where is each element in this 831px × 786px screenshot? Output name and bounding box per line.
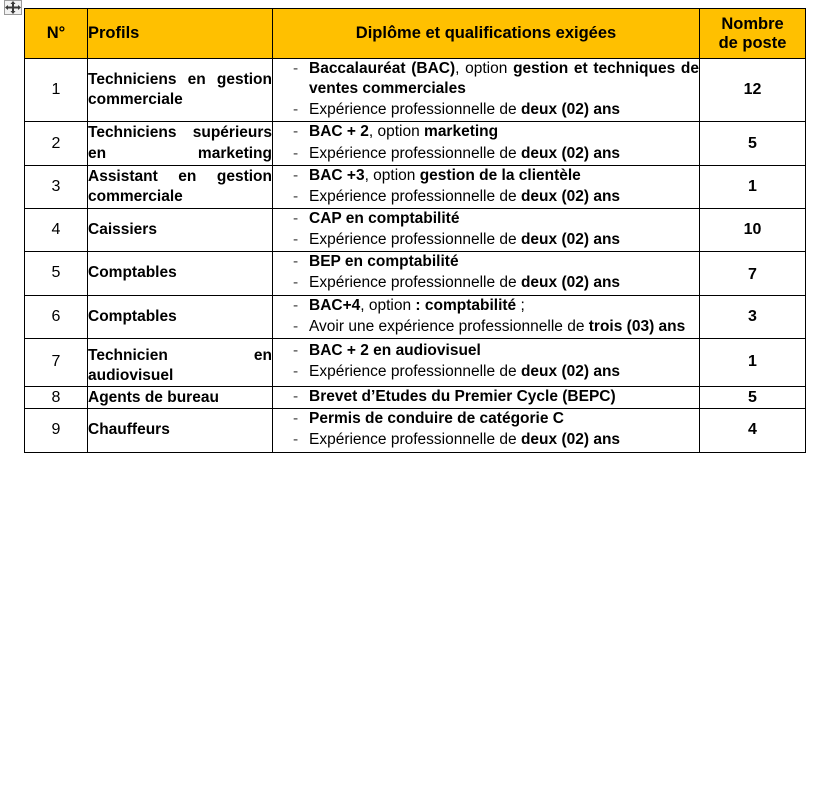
cell-number: 2: [25, 122, 88, 165]
qualification-item: [273, 317, 699, 337]
qualification-text: [309, 122, 699, 142]
bullet-dash-icon: -: [293, 60, 299, 77]
bullet-dash-icon: -: [293, 166, 299, 184]
emphasis-text: deux (02) ans: [520, 231, 621, 249]
bullet-dash-icon: -: [293, 144, 299, 162]
cell-qualifications: [273, 208, 700, 251]
qualification-list: [273, 341, 699, 382]
column-header-profile: Profils: [88, 9, 273, 59]
cell-post-count: 12: [700, 59, 806, 122]
cell-qualifications: [273, 387, 700, 409]
cell-post-count: 4: [700, 409, 806, 452]
qualification-item: [273, 273, 699, 293]
bullet-dash-icon: -: [293, 388, 299, 406]
bullet-dash-icon: -: [293, 187, 299, 205]
cell-qualifications: [273, 338, 700, 386]
cell-post-count: 1: [700, 165, 806, 208]
qualification-item: [273, 362, 699, 382]
qualification-text: [309, 59, 699, 99]
emphasis-text: CAP en comptabilité: [309, 209, 460, 227]
regular-text: Expérience professionnelle de: [309, 144, 521, 162]
cell-profile: [88, 165, 273, 208]
cell-qualifications: [273, 59, 700, 122]
bullet-dash-icon: -: [293, 123, 299, 141]
cell-profile: [88, 409, 273, 452]
qualification-text: [309, 209, 699, 229]
qualification-text: [309, 387, 699, 407]
qualification-text: [309, 430, 699, 450]
qualification-text: [309, 144, 699, 164]
table-move-handle-icon[interactable]: [4, 0, 22, 15]
table-row: [25, 295, 806, 338]
cell-number: 5: [25, 252, 88, 295]
qualification-item: [273, 144, 699, 164]
table-body: [25, 59, 806, 453]
cell-number: 6: [25, 295, 88, 338]
emphasis-text: deux (02) ans: [520, 144, 621, 162]
table-row: [25, 165, 806, 208]
regular-text: , option: [360, 296, 416, 314]
regular-text: Expérience professionnelle de: [309, 363, 521, 381]
qualification-item: [273, 100, 699, 120]
qualification-text: [309, 409, 699, 429]
cell-profile: [88, 208, 273, 251]
emphasis-text: Baccalauréat (BAC): [309, 60, 456, 77]
bullet-dash-icon: -: [293, 253, 299, 271]
qualification-item: [273, 209, 699, 229]
table-row: [25, 122, 806, 165]
qualification-text: [309, 166, 699, 186]
table-row: [25, 252, 806, 295]
cell-post-count: 1: [700, 338, 806, 386]
profile-text: Comptables: [88, 264, 177, 282]
bullet-dash-icon: -: [293, 317, 299, 335]
regular-text: Expérience professionnelle de: [309, 431, 521, 449]
regular-text: Avoir une expérience professionnelle de: [309, 317, 589, 335]
bullet-dash-icon: -: [293, 363, 299, 381]
cell-profile: [88, 252, 273, 295]
qualification-list: [273, 296, 699, 337]
table-row: [25, 59, 806, 122]
cell-number: 4: [25, 208, 88, 251]
emphasis-text: gestion de la clientèle: [419, 166, 581, 184]
qualification-list: [273, 122, 699, 163]
cell-qualifications: [273, 252, 700, 295]
regular-text: Expérience professionnelle de: [309, 101, 521, 119]
cell-profile: [88, 59, 273, 122]
emphasis-text: deux (02) ans: [520, 274, 621, 292]
qualification-list: [273, 387, 699, 407]
qualification-list: [273, 166, 699, 207]
regular-text: Expérience professionnelle de: [309, 187, 521, 205]
qualification-item: [273, 409, 699, 429]
emphasis-text: Brevet d’Etudes du Premier Cycle (BEPC): [309, 388, 616, 406]
bullet-dash-icon: -: [293, 101, 299, 119]
cell-profile: [88, 295, 273, 338]
cell-post-count: 5: [700, 387, 806, 409]
emphasis-text: BAC + 2: [309, 123, 369, 141]
emphasis-text: BEP en comptabilité: [309, 253, 459, 271]
emphasis-text: Permis de conduire de catégorie C: [309, 410, 564, 428]
profile-text: Techniciens supérieurs en marketing: [88, 124, 272, 162]
qualification-item: [273, 252, 699, 272]
qualification-text: [309, 341, 699, 361]
emphasis-text: deux (02) ans: [520, 431, 621, 449]
regular-text: ;: [516, 296, 525, 314]
qualification-text: [309, 100, 699, 120]
cell-number: 3: [25, 165, 88, 208]
emphasis-text: : comptabilité: [415, 296, 517, 314]
qualification-item: [273, 166, 699, 186]
emphasis-text: gestion et techniques de ventes commerciales: [309, 60, 699, 98]
cell-profile: [88, 387, 273, 409]
cell-post-count: 5: [700, 122, 806, 165]
profile-text: Agents de bureau: [88, 388, 219, 406]
qualification-item: [273, 230, 699, 250]
column-header-post-count: [700, 9, 806, 59]
cell-profile: [88, 338, 273, 386]
regular-text: Expérience professionnelle de: [309, 274, 521, 292]
column-header-qualification: Diplôme et qualifications exigées: [273, 9, 700, 59]
cell-number: 1: [25, 59, 88, 122]
emphasis-text: BAC + 2 en audiovisuel: [309, 342, 481, 360]
bullet-dash-icon: -: [293, 231, 299, 249]
post-count-header-line1: Nombre: [721, 15, 784, 34]
table-row: [25, 387, 806, 409]
cell-post-count: 3: [700, 295, 806, 338]
qualification-item: [273, 387, 699, 407]
qualification-text: [309, 362, 699, 382]
header-row: [25, 9, 806, 59]
profile-text: Chauffeurs: [88, 421, 170, 439]
emphasis-text: BAC+4: [309, 296, 361, 314]
qualification-text: [309, 273, 699, 293]
qualification-item: [273, 59, 699, 99]
regular-text: , option: [368, 123, 425, 141]
table-header: [25, 9, 806, 59]
jobs-qualifications-table: [24, 8, 806, 453]
qualification-text: [309, 230, 699, 250]
regular-text: Expérience professionnelle de: [309, 231, 521, 249]
profile-text: Techniciens en gestion commerciale: [88, 71, 272, 109]
table-row: [25, 409, 806, 452]
cell-number: 8: [25, 387, 88, 409]
regular-text: , option: [455, 60, 514, 77]
profile-text: Assistant en gestion commerciale: [88, 167, 272, 205]
cell-number: 7: [25, 338, 88, 386]
table-row: [25, 338, 806, 386]
qualification-item: [273, 341, 699, 361]
cell-post-count: 7: [700, 252, 806, 295]
profile-text: Comptables: [88, 307, 177, 325]
cell-number: 9: [25, 409, 88, 452]
qualification-list: [273, 252, 699, 293]
profile-text: Technicien en audiovisuel: [88, 346, 272, 384]
cell-qualifications: [273, 165, 700, 208]
column-header-number: N°: [25, 9, 88, 59]
jobs-table-container: [24, 8, 805, 453]
cell-qualifications: [273, 295, 700, 338]
emphasis-text: deux (02) ans: [520, 363, 621, 381]
qualification-list: [273, 409, 699, 450]
qualification-text: [309, 317, 699, 337]
bullet-dash-icon: -: [293, 274, 299, 292]
qualification-text: [309, 252, 699, 272]
qualification-text: [309, 187, 699, 207]
qualification-list: [273, 209, 699, 250]
emphasis-text: deux (02) ans: [520, 101, 621, 119]
cell-qualifications: [273, 122, 700, 165]
post-count-header-line2: de poste: [718, 33, 787, 52]
bullet-dash-icon: -: [293, 410, 299, 428]
emphasis-text: trois (03) ans: [588, 317, 686, 335]
cell-qualifications: [273, 409, 700, 452]
qualification-item: [273, 430, 699, 450]
cell-post-count: 10: [700, 208, 806, 251]
emphasis-text: BAC +3: [309, 166, 365, 184]
emphasis-text: deux (02) ans: [520, 187, 621, 205]
table-row: [25, 208, 806, 251]
qualification-list: [273, 59, 699, 120]
regular-text: , option: [364, 166, 420, 184]
bullet-dash-icon: -: [293, 342, 299, 360]
cell-profile: [88, 122, 273, 165]
qualification-item: [273, 122, 699, 142]
qualification-item: [273, 187, 699, 207]
bullet-dash-icon: -: [293, 431, 299, 449]
bullet-dash-icon: -: [293, 209, 299, 227]
qualification-text: [309, 296, 699, 316]
profile-text: Caissiers: [88, 221, 157, 239]
qualification-item: [273, 296, 699, 316]
emphasis-text: marketing: [424, 123, 499, 141]
bullet-dash-icon: -: [293, 296, 299, 314]
